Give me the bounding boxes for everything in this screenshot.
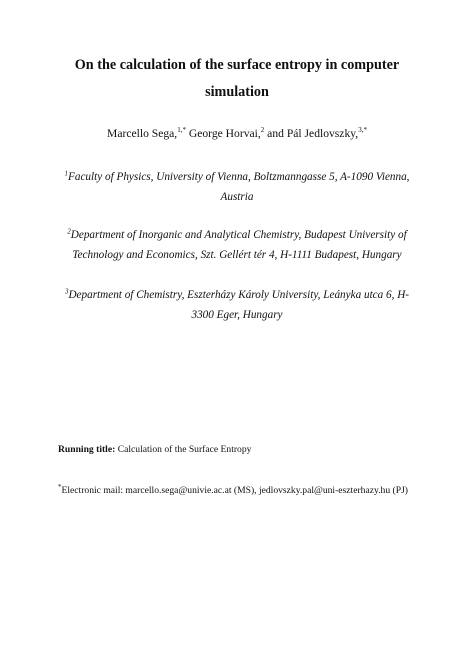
running-title-label: Running title:	[58, 444, 116, 455]
author-list	[40, 125, 434, 143]
affiliation-1	[58, 167, 416, 207]
affiliation-3-mark: 3	[64, 287, 69, 296]
author-1-name: Marcello Sega,	[107, 127, 178, 140]
running-title-text: Calculation of the Surface Entropy	[115, 444, 252, 455]
affiliation-1-mark: 1	[64, 169, 69, 178]
affiliation-2	[58, 225, 416, 265]
author-1-affiliation-mark: 1,*	[177, 126, 186, 135]
affiliation-2-line-2: Technology and Economics, Szt. Gellért tér 4, H-1111 Budapest, Hungary	[72, 249, 402, 261]
affiliation-1-text-1: Faculty of Physics, University of Vienna, Boltzmanngasse 5, A-1090 Vienna,	[68, 171, 410, 183]
author-2-name: George Horvai,	[185, 127, 261, 140]
affiliation-3-text-1: Department of Chemistry, Eszterházy Károly University, Leányka utca 6, H-	[68, 289, 410, 301]
author-2-affiliation-mark: 2	[260, 126, 265, 135]
affiliation-3-line-2: 3300 Eger, Hungary	[191, 309, 283, 321]
affiliation-3-line-1	[58, 285, 416, 305]
affiliation-1-line-1	[58, 167, 416, 187]
corresponding-email-text: Electronic mail: marcello.sega@univie.ac.at (MS), jedlovszky.pal@uni-eszterhazy.hu (PJ)	[61, 485, 408, 496]
running-title	[58, 443, 251, 457]
author-3-affiliation-mark: 3,*	[358, 126, 367, 135]
affiliation-2-line-1	[58, 225, 416, 245]
author-3-name: and Pál Jedlovszky,	[264, 127, 359, 140]
affiliation-1-line-2: Austria	[220, 191, 254, 203]
paper-title-line-2: simulation	[205, 84, 269, 100]
corresponding-author-mark: *	[58, 482, 62, 491]
paper-title	[40, 52, 434, 106]
affiliation-2-text-1: Department of Inorganic and Analytical Chemistry, Budapest University of	[70, 229, 407, 241]
paper-title-line-1: On the calculation of the surface entropy in computer	[74, 57, 400, 73]
affiliation-2-mark: 2	[67, 227, 71, 236]
affiliation-3	[58, 285, 416, 325]
corresponding-email-note	[58, 484, 408, 498]
